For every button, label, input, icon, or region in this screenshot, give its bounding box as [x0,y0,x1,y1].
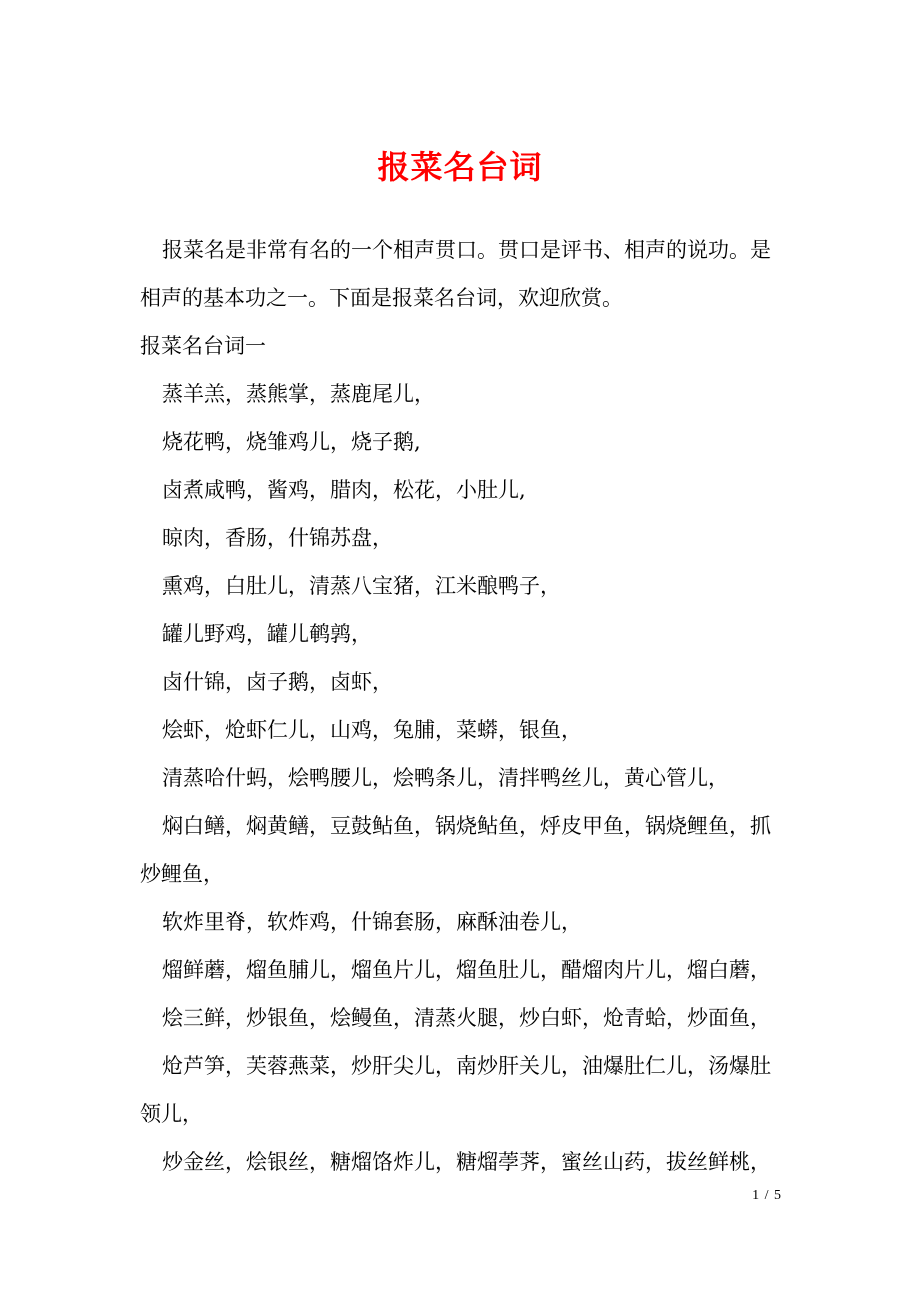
menu-line: 炒金丝，烩银丝，糖熘饹炸儿，糖熘荸荠，蜜丝山药，拔丝鲜桃， [162,1150,771,1174]
menu-line: 软炸里脊，软炸鸡，什锦套肠，麻酥油卷儿， [162,910,582,934]
menu-line: 烧花鸭，烧雏鸡儿，烧子鹅, [162,430,421,454]
menu-line: 晾肉，香肠，什锦苏盘， [162,526,393,550]
menu-line: 蒸羊羔，蒸熊掌，蒸鹿尾儿， [162,382,435,406]
menu-line: 炝芦笋，芙蓉燕菜，炒肝尖儿，南炒肝关儿，油爆肚仁儿，汤爆肚领儿， [140,1054,771,1126]
section-heading: 报菜名台词一 [140,334,266,358]
intro-paragraph: 报菜名是非常有名的一个相声贯口。贯口是评书、相声的说功。是相声的基本功之一。下面是报菜名台词，欢迎欣赏。 [140,238,771,310]
menu-line: 焖白鳝，焖黄鳝，豆鼓鲇鱼，锅烧鲇鱼，烀皮甲鱼，锅烧鲤鱼，抓炒鲤鱼， [140,814,771,886]
document-title: 报菜名台词 [377,148,543,186]
menu-line: 烩三鲜，炒银鱼，烩鳗鱼，清蒸火腿，炒白虾，炝青蛤，炒面鱼， [162,1006,771,1030]
menu-line: 熘鲜蘑，熘鱼脯儿，熘鱼片儿，熘鱼肚儿，醋熘肉片儿，熘白蘑， [162,958,771,982]
page-indicator: 1 / 5 [752,1188,782,1203]
menu-line: 卤煮咸鸭，酱鸡，腊肉，松花，小肚儿, [162,478,526,502]
menu-line: 熏鸡，白肚儿，清蒸八宝猪，江米酿鸭子， [162,574,561,598]
menu-line: 烩虾，炝虾仁儿，山鸡，兔脯，菜蟒，银鱼， [162,718,582,742]
menu-line: 罐儿野鸡，罐儿鹌鹑， [162,622,372,646]
document-body [140,226,790,1186]
menu-line: 卤什锦，卤子鹅，卤虾， [162,670,393,694]
menu-line: 清蒸哈什蚂，烩鸭腰儿，烩鸭条儿，清拌鸭丝儿，黄心管儿， [162,766,729,790]
